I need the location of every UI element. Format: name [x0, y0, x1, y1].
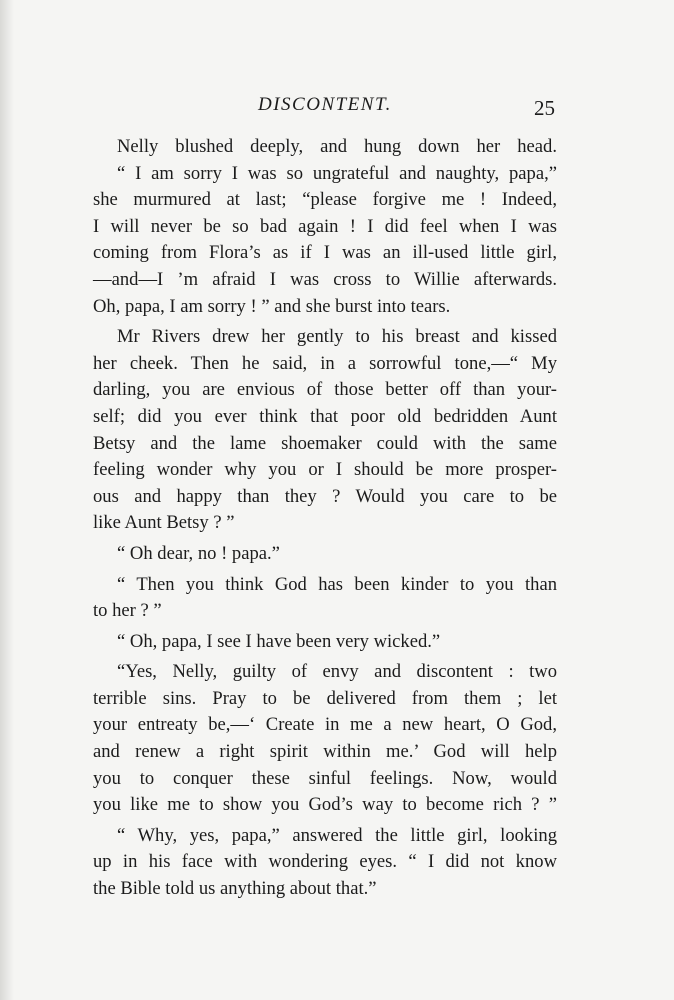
text-line: you like me to show you God’s way to become rich ? ” [93, 794, 557, 816]
text-line: terrible sins. Pray to be delivered from them ; let [93, 687, 557, 709]
text-line: Betsy and the lame shoemaker could with the same [93, 432, 557, 454]
text-line: like Aunt Betsy ? ” [93, 512, 235, 534]
text-line: she murmured at last; “please forgive me ! Indeed, [93, 189, 557, 211]
text-line: “ Why, yes, papa,” answered the little girl, looking [117, 824, 557, 846]
text-line: and renew a right spirit within me.’ God will help [93, 741, 557, 763]
text-line: self; did you ever think that poor old bedridden Aunt [93, 405, 557, 427]
text-line: her cheek. Then he said, in a sorrowful tone,—“ My [93, 352, 557, 374]
text-line: “ Oh dear, no ! papa.” [117, 542, 280, 564]
body-text [93, 134, 557, 903]
text-line: you to conquer these sinful feelings. Now, would [93, 767, 557, 789]
running-title: DISCONTENT. [258, 94, 392, 115]
text-line: Nelly blushed deeply, and hung down her head. [117, 136, 557, 157]
text-line: coming from Flora’s as if I was an ill-used little girl, [93, 242, 557, 264]
text-line: —and—I ’m afraid I was cross to Willie afterwards. [93, 268, 557, 290]
text-line: up in his face with wondering eyes. “ I did not know [93, 851, 557, 873]
text-line: ous and happy than they ? Would you care to be [93, 485, 557, 507]
text-line: the Bible told us anything about that.” [93, 878, 377, 900]
text-line: “ Then you think God has been kinder to you than [117, 573, 557, 595]
page-number: 25 [534, 96, 555, 120]
text-line: “Yes, Nelly, guilty of envy and discontent : two [117, 661, 557, 683]
text-line: Mr Rivers drew her gently to his breast and kissed [117, 326, 557, 348]
text-line: “ Oh, papa, I see I have been very wicked.” [117, 630, 441, 652]
text-line: I will never be so bad again ! I did feel when I was [93, 215, 557, 237]
page-header [0, 94, 674, 124]
page-edge-shadow [0, 0, 14, 1000]
text-line: feeling wonder why you or I should be more prosper- [93, 459, 557, 481]
text-line: Oh, papa, I am sorry ! ” and she burst into tears. [93, 295, 451, 317]
text-line: darling, you are envious of those better off than your- [93, 379, 557, 401]
text-line: your entreaty be,—‘ Create in me a new heart, O God, [93, 714, 557, 736]
text-line: “ I am sorry I was so ungrateful and naughty, papa,” [117, 162, 557, 184]
text-line: to her ? ” [93, 600, 162, 622]
